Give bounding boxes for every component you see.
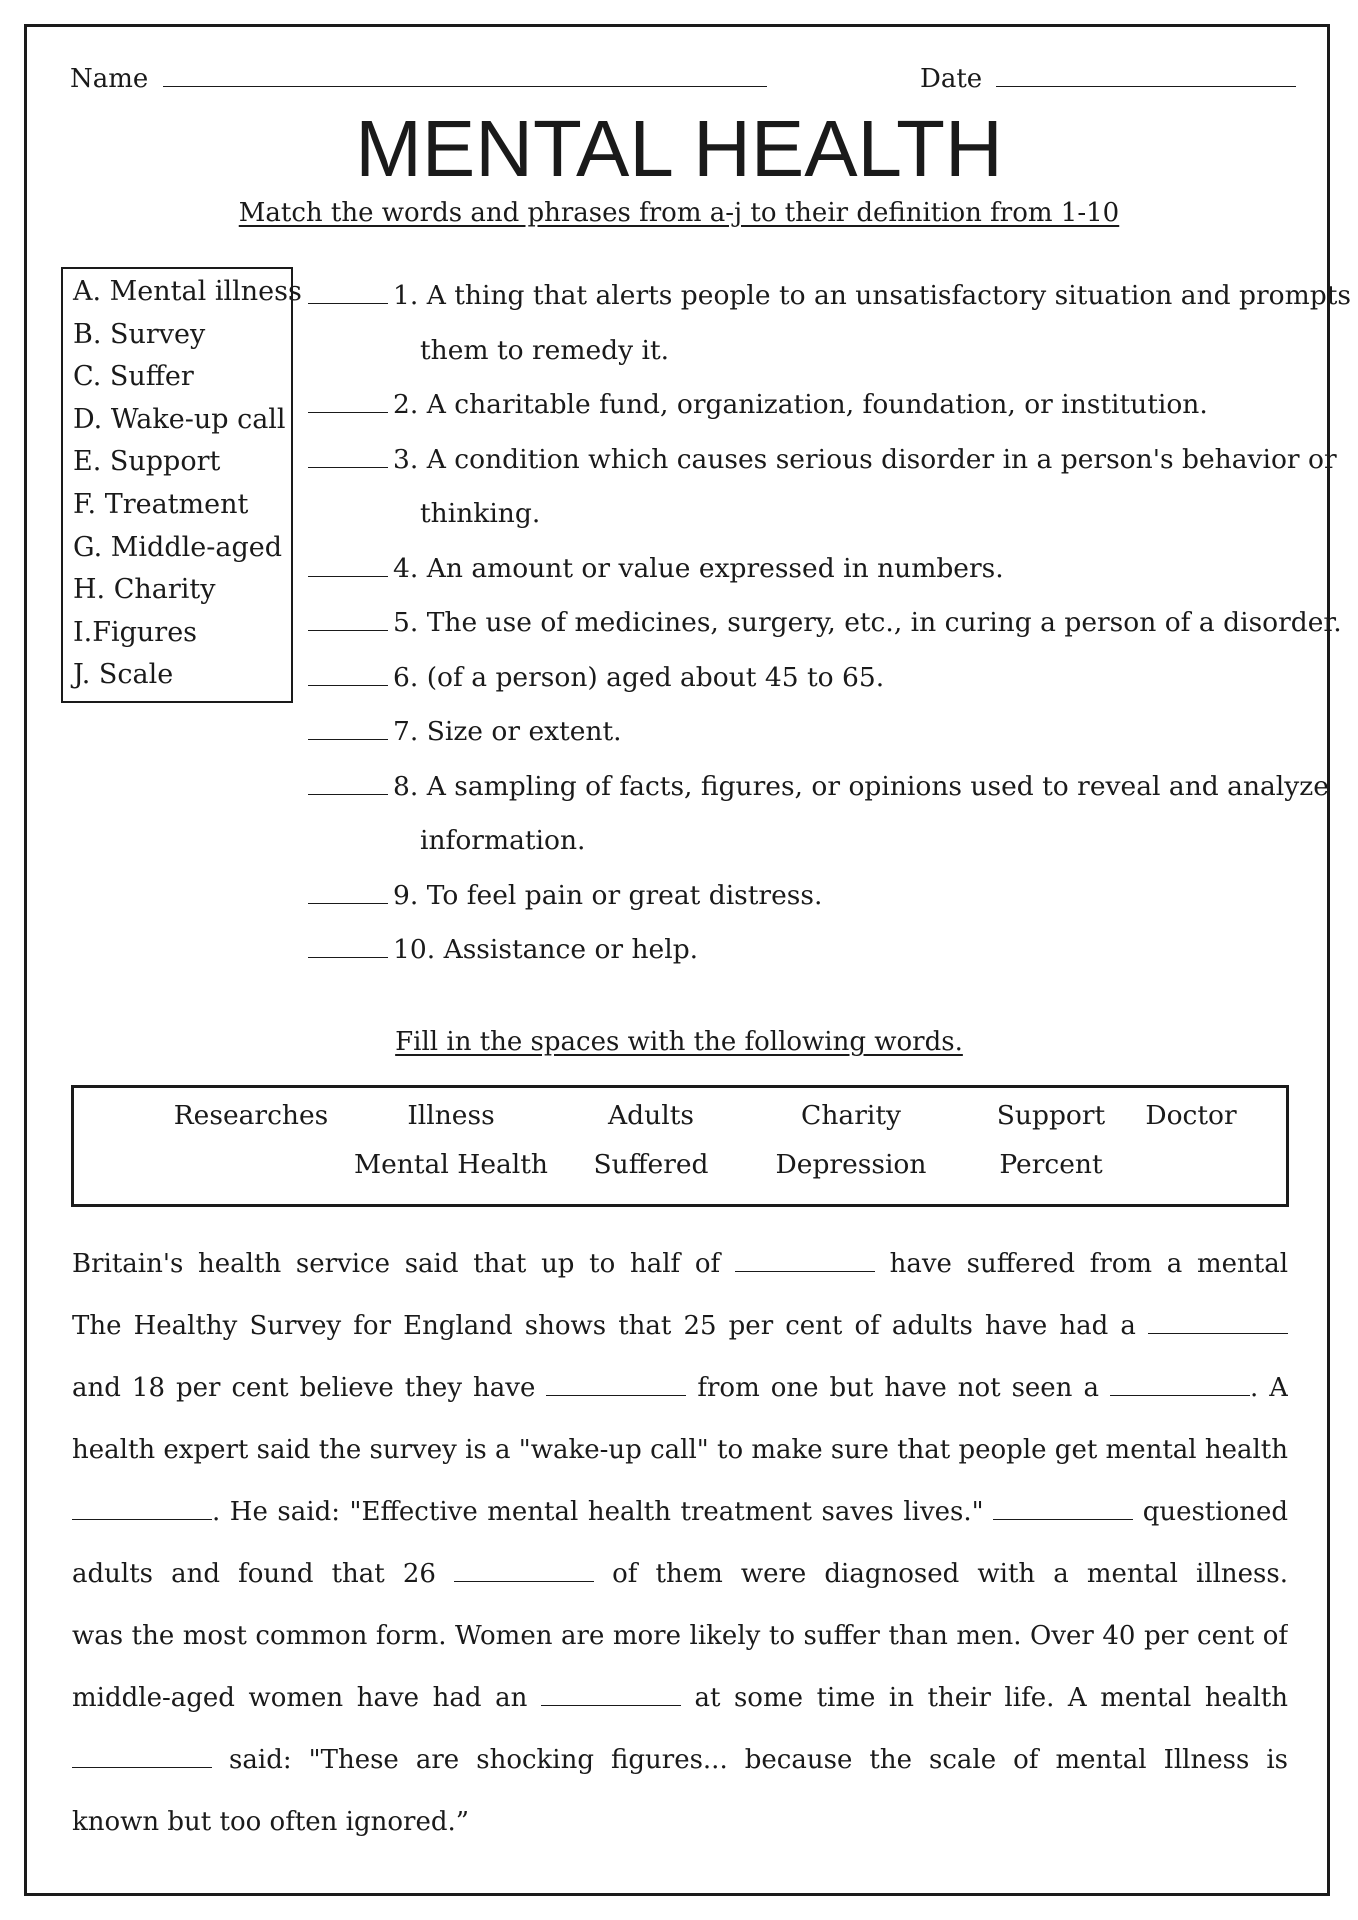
definition-text: 5. The use of medicines, surgery, etc., in curing a person of a disorder. — [393, 607, 1342, 638]
passage-blank[interactable] — [72, 1499, 212, 1520]
fill-in-passage — [72, 1233, 1288, 1853]
passage-text: said: "These are shocking figures... because the scale of mental Illness is — [229, 1745, 1288, 1775]
definition-item — [308, 542, 1318, 597]
definition-text: 3. A condition which causes serious disorder in a person's behavior or — [393, 443, 1337, 475]
word-item: H. Charity — [73, 574, 216, 606]
passage-line — [72, 1295, 1288, 1357]
definition-item — [308, 596, 1342, 651]
answer-blank[interactable] — [308, 378, 388, 413]
definition-text-cont: thinking. — [420, 498, 541, 529]
passage-text: Britain's health service said that up to half of — [72, 1249, 721, 1279]
word-bank-item: Depression — [775, 1149, 927, 1180]
passage-line — [72, 1667, 1288, 1729]
definition-text: 6. (of a person) aged about 45 to 65. — [393, 661, 885, 693]
date-field — [920, 64, 1296, 94]
answer-blank[interactable] — [308, 705, 388, 740]
word-item: J. Scale — [73, 659, 174, 691]
word-bank-item: Charity — [801, 1100, 901, 1131]
definition-text: 8. A sampling of facts, figures, or opinions used to reveal and analyze — [393, 770, 1329, 802]
name-label: Name — [70, 64, 149, 94]
definition-text: 2. A charitable fund, organization, foundation, or institution. — [393, 389, 1208, 420]
answer-blank[interactable] — [308, 869, 388, 904]
passage-blank[interactable] — [735, 1251, 875, 1272]
word-item: F. Treatment — [73, 488, 249, 520]
word-bank — [71, 1085, 1289, 1207]
passage-text: . He said: "Effective mental health treatment saves lives." — [212, 1497, 984, 1527]
word-bank-item: Suffered — [593, 1149, 709, 1180]
definition-text: 7. Size or extent. — [393, 716, 622, 747]
answer-blank[interactable] — [308, 651, 388, 686]
passage-text: at some time in their life. A mental health — [694, 1683, 1288, 1713]
passage-text: health expert said the survey is a "wake-up call" to make sure that people get mental health — [72, 1435, 1288, 1465]
passage-blank[interactable] — [541, 1685, 681, 1706]
passage-line — [72, 1481, 1288, 1543]
word-item: G. Middle-aged — [73, 531, 282, 563]
definition-item — [308, 760, 1329, 869]
word-item: D. Wake-up call — [73, 403, 286, 435]
matching-word-box — [61, 267, 302, 703]
definition-item — [308, 705, 1318, 760]
passage-line — [72, 1543, 1288, 1605]
passage-text: . A — [1249, 1373, 1288, 1403]
passage-text: was the most common form. Women are more likely to suffer than men. Over 40 per cent of — [72, 1621, 1288, 1651]
page-title: MENTAL HEALTH — [355, 104, 1003, 193]
word-item: B. Survey — [73, 318, 206, 350]
word-item: I.Figures — [73, 616, 198, 648]
answer-blank[interactable] — [308, 433, 388, 468]
passage-text: questioned — [1142, 1497, 1288, 1527]
word-bank-item: Doctor — [1145, 1100, 1237, 1131]
word-bank-item: Support — [996, 1100, 1106, 1131]
word-item: E. Support — [73, 446, 221, 478]
passage-text: adults and found that 26 — [72, 1559, 436, 1589]
word-bank-item: Mental Health — [353, 1149, 548, 1180]
passage-blank[interactable] — [993, 1499, 1133, 1520]
answer-blank[interactable] — [308, 269, 388, 304]
passage-text: known but too often ignored.” — [72, 1807, 470, 1837]
definition-item — [308, 651, 1318, 706]
passage-blank[interactable] — [546, 1375, 686, 1396]
passage-text: have suffered from a mental — [889, 1249, 1288, 1279]
definition-text: 4. An amount or value expressed in numbers. — [393, 552, 1004, 584]
passage-blank[interactable] — [1148, 1313, 1288, 1334]
word-item: A. Mental illness — [73, 276, 302, 307]
definitions-list — [308, 269, 1351, 978]
passage-blank[interactable] — [72, 1747, 212, 1768]
passage-line — [72, 1233, 1288, 1295]
fill-in-instruction: Fill in the spaces with the following words. — [395, 1027, 963, 1057]
definition-text: 9. To feel pain or great distress. — [393, 879, 823, 911]
passage-text: of them were diagnosed with a mental illness. — [612, 1559, 1288, 1589]
date-blank[interactable] — [996, 66, 1296, 87]
passage-text: middle-aged women have had an — [72, 1683, 528, 1713]
passage-blank[interactable] — [454, 1561, 594, 1582]
passage-text: The Healthy Survey for England shows that 25 per cent of adults have had a — [72, 1311, 1136, 1341]
passage-text: from one but have not seen a — [697, 1373, 1099, 1403]
passage-line — [72, 1729, 1288, 1791]
answer-blank[interactable] — [308, 923, 388, 958]
passage-line — [72, 1605, 1288, 1667]
matching-instruction: Match the words and phrases from a-j to their definition from 1-10 — [238, 198, 1120, 228]
definition-text-cont: information. — [420, 825, 586, 856]
definition-item — [308, 923, 1318, 978]
word-bank-item: Adults — [608, 1100, 694, 1131]
answer-blank[interactable] — [308, 542, 388, 577]
date-label: Date — [920, 64, 983, 94]
word-bank-item: Percent — [999, 1149, 1103, 1180]
passage-line — [72, 1357, 1288, 1419]
passage-line — [72, 1419, 1288, 1481]
definition-text-cont: them to remedy it. — [420, 334, 670, 366]
answer-blank[interactable] — [308, 596, 388, 631]
name-blank[interactable] — [163, 66, 767, 87]
definition-item — [308, 378, 1318, 433]
definition-item — [308, 869, 1318, 924]
definition-item — [308, 269, 1351, 378]
definition-text: 1. A thing that alerts people to an unsatisfactory situation and prompts — [393, 280, 1351, 311]
word-item: C. Suffer — [73, 361, 194, 393]
name-field — [70, 64, 767, 94]
definition-text: 10. Assistance or help. — [393, 934, 699, 965]
passage-blank[interactable] — [1110, 1375, 1250, 1396]
definition-item — [308, 433, 1337, 542]
answer-blank[interactable] — [308, 760, 388, 795]
passage-text: and 18 per cent believe they have — [72, 1373, 536, 1403]
word-bank-item: Researches — [173, 1100, 329, 1131]
word-bank-item: Illness — [407, 1100, 495, 1131]
passage-line — [72, 1791, 1288, 1853]
